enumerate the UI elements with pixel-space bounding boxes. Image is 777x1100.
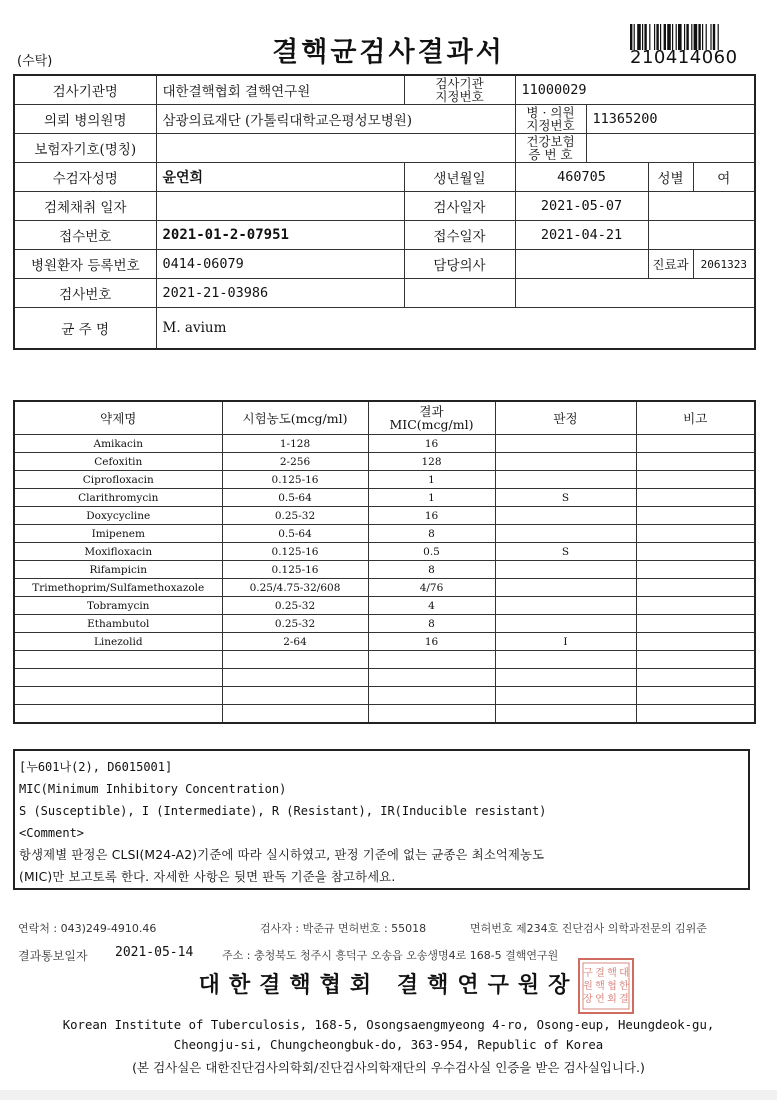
empty-cell [495, 705, 636, 724]
receipt-no: 2021-01-2-07951 [156, 221, 404, 250]
judgement [495, 561, 636, 579]
birth-date: 460705 [515, 163, 648, 192]
empty-cell [368, 651, 495, 669]
collection-date-label: 검체채취 일자 [14, 192, 156, 221]
empty-row [14, 705, 755, 724]
test-range: 0.125-16 [222, 543, 368, 561]
empty-cell [14, 705, 222, 724]
drug-name: Amikacin [14, 435, 222, 453]
hospital-code: 11365200 [586, 105, 755, 134]
remarks [636, 489, 755, 507]
test-range: 1-128 [222, 435, 368, 453]
insurance-no-label [515, 134, 586, 163]
drug-row [14, 579, 755, 597]
mic-value: 8 [368, 525, 495, 543]
judgement [495, 525, 636, 543]
judgement [495, 579, 636, 597]
patient-name-label: 수검자성명 [14, 163, 156, 192]
empty-cell [495, 669, 636, 687]
header-range: 시험농도(mcg/ml) [222, 401, 368, 435]
insured-value [156, 134, 515, 163]
row-test-no [14, 279, 755, 308]
receipt-date: 2021-04-21 [515, 221, 648, 250]
drug-row [14, 507, 755, 525]
mic-value: 8 [368, 615, 495, 633]
empty-cell [222, 687, 368, 705]
lab-code-label-line2: 지정번호 [435, 89, 484, 104]
drug-name: Imipenem [14, 525, 222, 543]
insurance-no-label-line1: 건강보험 [526, 134, 575, 149]
empty-cell [495, 687, 636, 705]
seal-glyph: 결 [619, 994, 629, 1005]
drug-name: Trimethoprim/Sulfamethoxazole [14, 579, 222, 597]
empty-cell [636, 651, 755, 669]
drug-name: Cefoxitin [14, 453, 222, 471]
row-lab [14, 75, 755, 105]
lab-code-label-line1: 검사기관 [435, 76, 484, 91]
empty-cell [14, 669, 222, 687]
mic-value: 16 [368, 435, 495, 453]
test-range: 0.5-64 [222, 525, 368, 543]
empty-cell [636, 705, 755, 724]
empty-cell [14, 687, 222, 705]
row-receipt [14, 221, 755, 250]
sex-value: 여 [693, 163, 755, 192]
seal-glyph: 협 [607, 981, 617, 992]
test-range: 0.25-32 [222, 507, 368, 525]
doctor-license: 면허번호 제234호 진단검사 의학과전문의 김위준 [470, 922, 707, 935]
info-table [13, 74, 756, 350]
test-range: 2-256 [222, 453, 368, 471]
empty-cell [368, 705, 495, 724]
hospital-patient-no: 0414-06079 [156, 250, 404, 279]
hospital-name: 삼광의료재단 (가톨릭대학교은평성모병원) [156, 105, 515, 134]
drug-name: Ethambutol [14, 615, 222, 633]
drug-row [14, 453, 755, 471]
organism-label: 균 주 명 [14, 308, 156, 350]
seal-glyph: 원 [583, 981, 593, 992]
drug-row [14, 561, 755, 579]
test-range: 2-64 [222, 633, 368, 651]
judgement [495, 597, 636, 615]
tester-info: 검사자 : 박준규 면허번호 : 55018 [260, 922, 427, 935]
test-no-extra-2 [515, 279, 755, 308]
insured-label: 보험자기호(명칭) [14, 134, 156, 163]
empty-cell [222, 669, 368, 687]
mic-value: 8 [368, 561, 495, 579]
empty-cell [222, 651, 368, 669]
comment-legend: S (Susceptible), I (Intermediate), R (Resistant), IR(Inducible resistant) [19, 804, 547, 818]
drug-table-header [14, 401, 755, 435]
empty-row [14, 651, 755, 669]
drug-susceptibility-table [13, 400, 756, 724]
hospital-code-label-line1: 병 · 의원 [526, 105, 575, 120]
judgement [495, 507, 636, 525]
official-seal [576, 956, 636, 1016]
test-range: 0.25/4.75-32/608 [222, 579, 368, 597]
test-range: 0.5-64 [222, 489, 368, 507]
certification-note: (본 검사실은 대한진단검사의학회/진단검사의학재단의 우수검사실 인증을 받은 검사실입니다.) [132, 1060, 645, 1075]
hospital-code-label [515, 105, 586, 134]
empty-cell [636, 669, 755, 687]
drug-row [14, 435, 755, 453]
judgement [495, 615, 636, 633]
copy-type-label: (수탁) [17, 54, 53, 69]
row-insured [14, 134, 755, 163]
receipt-date-label: 접수일자 [404, 221, 515, 250]
test-range: 0.125-16 [222, 471, 368, 489]
drug-name: Linezolid [14, 633, 222, 651]
drug-name: Doxycycline [14, 507, 222, 525]
insurance-no-label-line2: 증 번 호 [528, 147, 573, 162]
address-english-line2: Cheongju-si, Chungcheongbuk-do, 363-954, Republic of Korea [173, 1038, 604, 1052]
judgement [495, 435, 636, 453]
judgement [495, 453, 636, 471]
drug-name: Clarithromycin [14, 489, 222, 507]
lab-name: 대한결핵협회 결핵연구원 [156, 75, 404, 105]
empty-cell [222, 705, 368, 724]
remarks [636, 435, 755, 453]
row-collection [14, 192, 755, 221]
mic-value: 128 [368, 453, 495, 471]
remarks [636, 525, 755, 543]
hospital-patient-no-label: 병원환자 등록번호 [14, 250, 156, 279]
header-result-line2: MIC(mcg/ml) [389, 417, 474, 432]
mic-value: 1 [368, 489, 495, 507]
mic-value: 0.5 [368, 543, 495, 561]
mic-value: 16 [368, 507, 495, 525]
drug-name: Tobramycin [14, 597, 222, 615]
test-date: 2021-05-07 [515, 192, 648, 221]
report-date: 2021-05-14 [115, 945, 194, 960]
hospital-code-label-line2: 지정번호 [526, 118, 575, 133]
comment-text-line2: (MIC)만 보고토록 한다. 자세한 사항은 뒷면 판독 기준을 참고하세요. [19, 870, 396, 884]
test-date-label: 검사일자 [404, 192, 515, 221]
test-range: 0.125-16 [222, 561, 368, 579]
drug-row [14, 471, 755, 489]
header-drug: 약제명 [14, 401, 222, 435]
seal-glyph: 한 [619, 981, 629, 992]
remarks [636, 615, 755, 633]
patient-name: 윤연희 [156, 163, 404, 192]
drug-row [14, 543, 755, 561]
hospital-label: 의뢰 병의원명 [14, 105, 156, 134]
barcode-number: 210414060 [630, 47, 738, 68]
test-no-extra [404, 279, 515, 308]
drug-row [14, 615, 755, 633]
comment-code: [누601나(2), D6015001] [19, 760, 173, 774]
collection-date [156, 192, 404, 221]
report-date-label: 결과통보일자 [18, 949, 88, 963]
mic-value: 4/76 [368, 579, 495, 597]
remarks [636, 561, 755, 579]
birth-label: 생년월일 [404, 163, 515, 192]
empty-row [14, 687, 755, 705]
row-organism [14, 308, 755, 350]
drug-row [14, 597, 755, 615]
lab-code-label [404, 75, 515, 105]
remarks [636, 597, 755, 615]
header-judgement: 판정 [495, 401, 636, 435]
empty-cell [636, 687, 755, 705]
remarks [636, 579, 755, 597]
mic-value: 1 [368, 471, 495, 489]
empty-row [14, 669, 755, 687]
empty-cell [368, 687, 495, 705]
header-result-line1: 결과 [419, 404, 444, 419]
mic-value: 16 [368, 633, 495, 651]
judgement: S [495, 543, 636, 561]
header-remarks: 비고 [636, 401, 755, 435]
department-code: 2061323 [693, 250, 755, 279]
doctor-name [515, 250, 648, 279]
drug-name: Moxifloxacin [14, 543, 222, 561]
remarks [636, 471, 755, 489]
seal-glyph: 핵 [595, 981, 605, 992]
empty-cell [14, 651, 222, 669]
seal-glyph: 연 [595, 994, 605, 1005]
comment-mic-definition: MIC(Minimum Inhibitory Concentration) [19, 782, 287, 796]
remarks [636, 453, 755, 471]
mic-value: 4 [368, 597, 495, 615]
judgement: S [495, 489, 636, 507]
test-date-extra [648, 192, 755, 221]
address-korean: 주소 : 충청북도 청주시 흥덕구 오송읍 오송생명4로 168-5 결핵연구원 [222, 949, 559, 962]
seal-glyph: 장 [583, 994, 593, 1005]
remarks [636, 543, 755, 561]
drug-row [14, 525, 755, 543]
sex-label: 성별 [648, 163, 693, 192]
row-patient [14, 163, 755, 192]
insurance-no [586, 134, 755, 163]
page-bottom-band [0, 1090, 777, 1100]
seal-glyph: 구 [583, 968, 593, 979]
empty-cell [368, 669, 495, 687]
drug-row [14, 489, 755, 507]
receipt-date-extra [648, 221, 755, 250]
judgement [495, 471, 636, 489]
test-no: 2021-21-03986 [156, 279, 404, 308]
seal-glyph: 회 [607, 994, 617, 1005]
drug-name: Rifampicin [14, 561, 222, 579]
document-title: 결핵균검사결과서 [272, 37, 505, 68]
row-hospital-patient [14, 250, 755, 279]
drug-table-body [14, 435, 755, 724]
seal-glyph: 대 [619, 968, 629, 979]
test-range: 0.25-32 [222, 615, 368, 633]
test-range: 0.25-32 [222, 597, 368, 615]
seal-glyph: 핵 [607, 968, 617, 979]
test-no-label: 검사번호 [14, 279, 156, 308]
row-hospital [14, 105, 755, 134]
remarks [636, 507, 755, 525]
comment-text-line1: 항생제별 판정은 CLSI(M24-A2)기준에 따라 실시하였고, 판정 기준에 없는 균종은 최소억제농도 [19, 848, 545, 862]
comment-heading: <Comment> [19, 826, 85, 840]
organism-name: M. avium [156, 308, 755, 350]
institute-name: 대한결핵협회 결핵연구원장 [198, 972, 579, 998]
address-english-line1: Korean Institute of Tuberculosis, 168-5, Osongsaengmyeong 4-ro, Osong-eup, Heungdeok-gu, [62, 1018, 715, 1032]
judgement: I [495, 633, 636, 651]
drug-name: Ciprofloxacin [14, 471, 222, 489]
department-label: 진료과 [648, 250, 693, 279]
contact-info: 연락처 : 043)249-4910.46 [18, 922, 157, 935]
header-result [368, 401, 495, 435]
remarks [636, 633, 755, 651]
comment-box [13, 749, 750, 890]
doctor-label: 담당의사 [404, 250, 515, 279]
drug-row [14, 633, 755, 651]
empty-cell [495, 651, 636, 669]
lab-code: 11000029 [515, 75, 755, 105]
seal-glyph: 결 [595, 968, 605, 979]
lab-name-label: 검사기관명 [14, 75, 156, 105]
receipt-no-label: 접수번호 [14, 221, 156, 250]
